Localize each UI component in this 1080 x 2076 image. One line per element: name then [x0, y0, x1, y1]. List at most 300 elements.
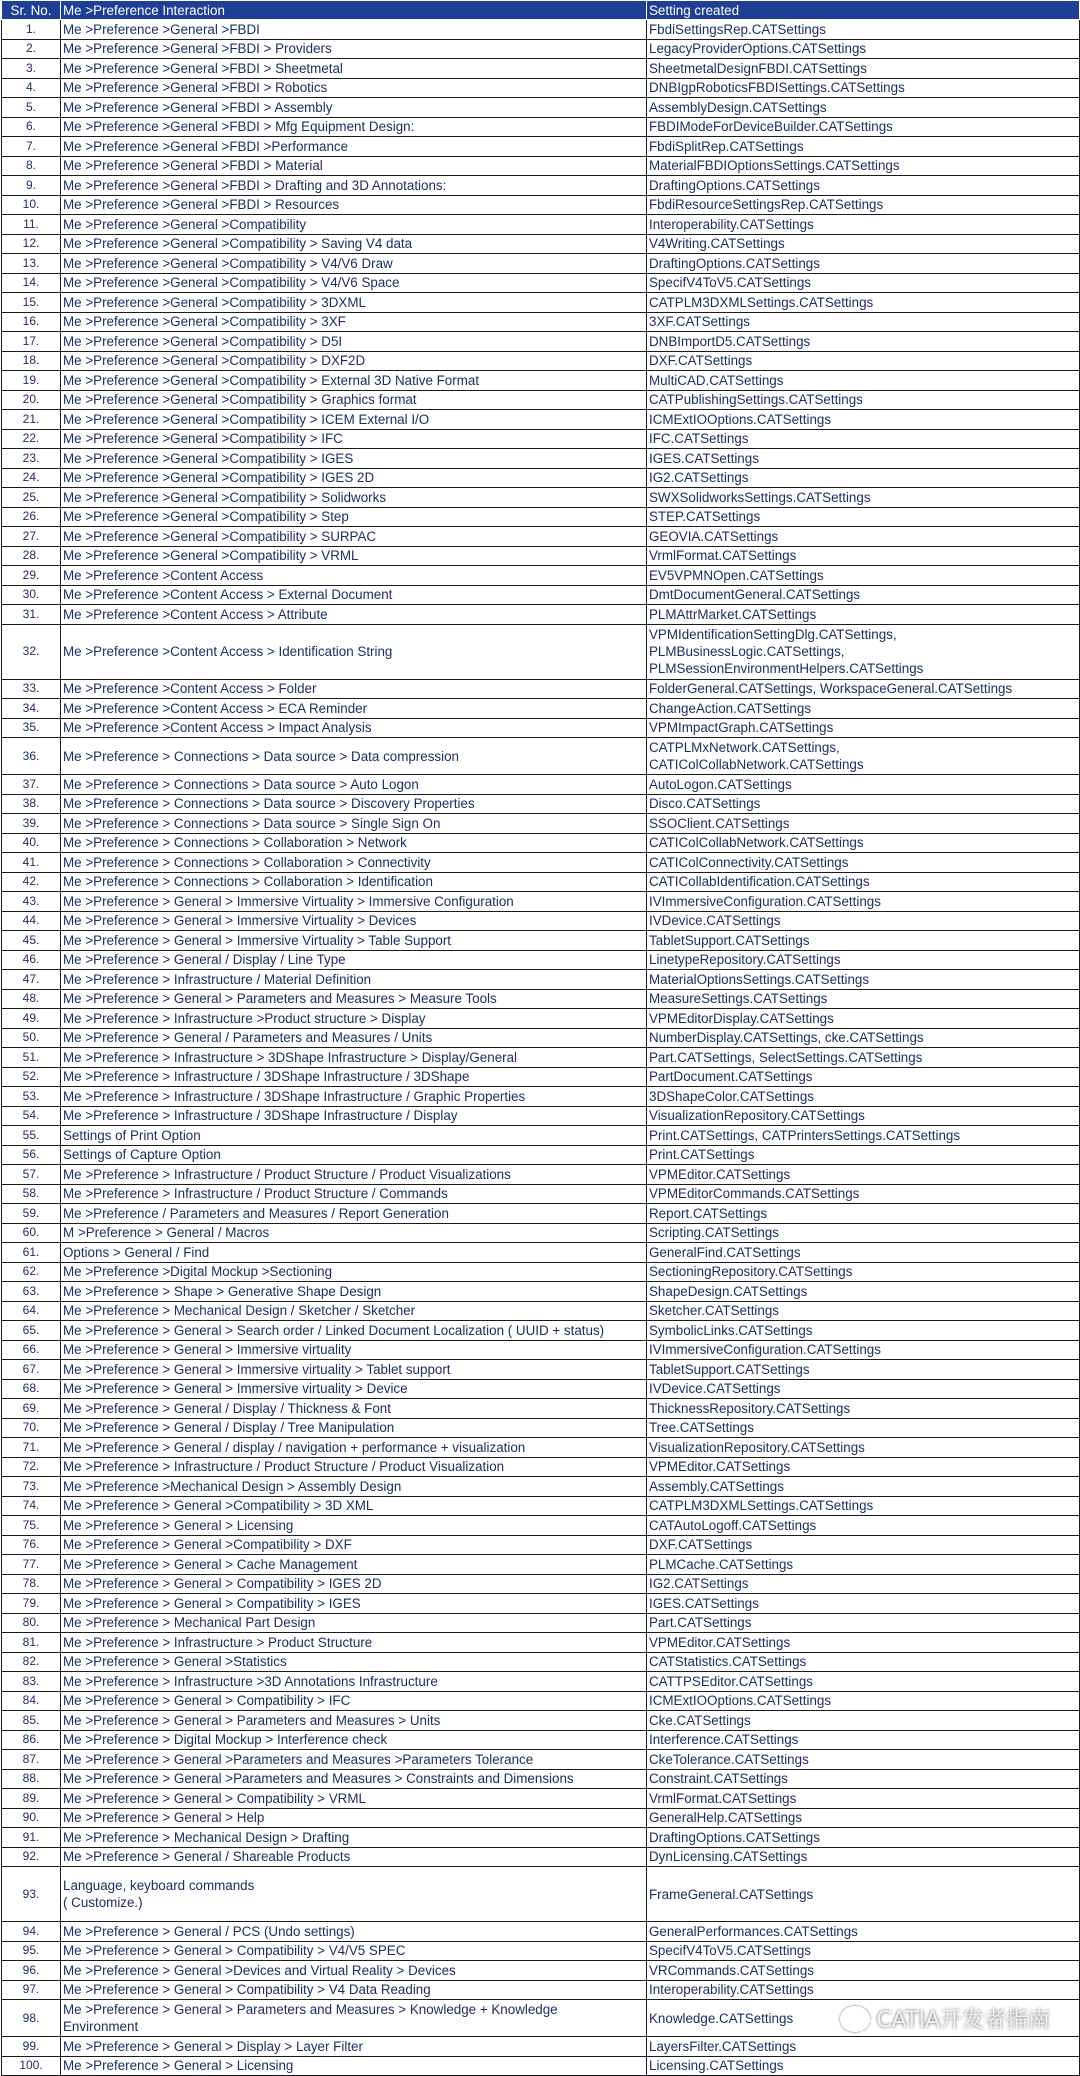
setting-created-cell: FrameGeneral.CATSettings: [647, 1867, 1080, 1922]
setting-created-cell: 3DShapeColor.CATSettings: [647, 1087, 1080, 1107]
table-row: [2, 1516, 1080, 1536]
table-row: [2, 775, 1080, 795]
setting-created-cell: DXF.CATSettings: [647, 1535, 1080, 1555]
table-row: [2, 1711, 1080, 1731]
table-row: [2, 293, 1080, 313]
setting-created-cell: IVDevice.CATSettings: [647, 911, 1080, 931]
sr-no-cell: 70.: [2, 1418, 61, 1438]
table-row: [2, 950, 1080, 970]
sr-no-cell: 46.: [2, 950, 61, 970]
table-row: [2, 468, 1080, 488]
sr-no-cell: 84.: [2, 1691, 61, 1711]
sr-no-cell: 19.: [2, 371, 61, 391]
table-row: [2, 254, 1080, 274]
table-row: [2, 1301, 1080, 1321]
interaction-cell: Me >Preference > General > Help: [61, 1808, 647, 1828]
interaction-cell: Me >Preference >General >FBDI > Mfg Equipment Design:: [61, 117, 647, 137]
table-row: [2, 1535, 1080, 1555]
interaction-cell: Me >Preference >General >FBDI > Sheetmetal: [61, 59, 647, 79]
sr-no-cell: 35.: [2, 718, 61, 738]
sr-no-cell: 37.: [2, 775, 61, 795]
sr-no-cell: 82.: [2, 1652, 61, 1672]
interaction-cell: Me >Preference > General > Compatibility > V4 Data Reading: [61, 1980, 647, 2000]
setting-created-cell: PLMAttrMarket.CATSettings: [647, 605, 1080, 625]
sr-no-cell: 76.: [2, 1535, 61, 1555]
interaction-cell: Me >Preference > Infrastructure >Product structure > Display: [61, 1009, 647, 1029]
interaction-cell: Me >Preference >General >FBDI > Material: [61, 156, 647, 176]
interaction-cell: Me >Preference >Content Access > ECA Reminder: [61, 699, 647, 719]
interaction-cell: Me >Preference >General >Compatibility > SURPAC: [61, 527, 647, 547]
sr-no-cell: 2.: [2, 39, 61, 59]
sr-no-cell: 33.: [2, 679, 61, 699]
interaction-cell: Settings of Print Option: [61, 1126, 647, 1146]
table-row: [2, 1048, 1080, 1068]
interaction-cell: Me >Preference > Infrastructure > 3DShape Infrastructure > Display/General: [61, 1048, 647, 1068]
sr-no-cell: 89.: [2, 1789, 61, 1809]
sr-no-cell: 80.: [2, 1613, 61, 1633]
sr-no-cell: 38.: [2, 794, 61, 814]
interaction-cell: Me >Preference > General > Compatibility > IGES 2D: [61, 1574, 647, 1594]
setting-created-cell: GEOVIA.CATSettings: [647, 527, 1080, 547]
interaction-cell: Me >Preference > Connections > Collaboration > Network: [61, 833, 647, 853]
sr-no-cell: 88.: [2, 1769, 61, 1789]
sr-no-cell: 92.: [2, 1847, 61, 1867]
sr-no-cell: 47.: [2, 970, 61, 990]
interaction-cell: Me >Preference > Infrastructure / 3DShape Infrastructure / Graphic Properties: [61, 1087, 647, 1107]
sr-no-cell: 17.: [2, 332, 61, 352]
header-row: [2, 1, 1080, 20]
setting-created-cell: GeneralFind.CATSettings: [647, 1243, 1080, 1263]
setting-created-cell: Tree.CATSettings: [647, 1418, 1080, 1438]
sr-no-cell: 60.: [2, 1223, 61, 1243]
setting-created-cell: Assembly.CATSettings: [647, 1477, 1080, 1497]
setting-created-cell: Constraint.CATSettings: [647, 1769, 1080, 1789]
interaction-cell: Me >Preference > General >Compatibility > 3D XML: [61, 1496, 647, 1516]
setting-created-cell: DmtDocumentGeneral.CATSettings: [647, 585, 1080, 605]
setting-created-cell: PLMCache.CATSettings: [647, 1555, 1080, 1575]
interaction-cell: Me >Preference > Infrastructure / Material Definition: [61, 970, 647, 990]
setting-created-cell: AssemblyDesign.CATSettings: [647, 98, 1080, 118]
setting-created-cell: DraftingOptions.CATSettings: [647, 1828, 1080, 1848]
sr-no-cell: 77.: [2, 1555, 61, 1575]
sr-no-cell: 94.: [2, 1922, 61, 1942]
table-row: [2, 1321, 1080, 1341]
setting-created-cell: IG2.CATSettings: [647, 468, 1080, 488]
setting-created-cell: CATIColCollabNetwork.CATSettings: [647, 833, 1080, 853]
table-body: [2, 20, 1080, 2076]
settings-table: [1, 0, 1080, 2076]
table-row: [2, 1789, 1080, 1809]
table-row: [2, 351, 1080, 371]
sr-no-cell: 86.: [2, 1730, 61, 1750]
sr-no-cell: 72.: [2, 1457, 61, 1477]
table-row: [2, 1340, 1080, 1360]
setting-created-cell: VPMEditorDisplay.CATSettings: [647, 1009, 1080, 1029]
table-row: [2, 1438, 1080, 1458]
sr-no-cell: 49.: [2, 1009, 61, 1029]
table-row: [2, 215, 1080, 235]
sr-no-cell: 21.: [2, 410, 61, 430]
interaction-cell: Me >Preference > Connections > Data source > Single Sign On: [61, 814, 647, 834]
setting-created-cell: CATTPSEditor.CATSettings: [647, 1672, 1080, 1692]
table-row: [2, 1691, 1080, 1711]
table-row: [2, 1126, 1080, 1146]
sr-no-cell: 78.: [2, 1574, 61, 1594]
setting-created-cell: FolderGeneral.CATSettings, WorkspaceGeneral.CATSettings: [647, 679, 1080, 699]
interaction-cell: Me >Preference > General >Parameters and Measures >Parameters Tolerance: [61, 1750, 647, 1770]
setting-created-cell: GeneralHelp.CATSettings: [647, 1808, 1080, 1828]
table-row: [2, 1633, 1080, 1653]
table-row: [2, 872, 1080, 892]
sr-no-cell: 42.: [2, 872, 61, 892]
sr-no-cell: 57.: [2, 1165, 61, 1185]
interaction-cell: Me >Preference >General >Compatibility > DXF2D: [61, 351, 647, 371]
setting-created-cell: CATAutoLogoff.CATSettings: [647, 1516, 1080, 1536]
interaction-cell: Language, keyboard commands ( Customize.): [61, 1867, 647, 1922]
interaction-cell: Me >Preference >General >Compatibility: [61, 215, 647, 235]
setting-created-cell: VPMEditor.CATSettings: [647, 1457, 1080, 1477]
sr-no-cell: 28.: [2, 546, 61, 566]
table-row: [2, 1282, 1080, 1302]
sr-no-cell: 62.: [2, 1262, 61, 1282]
setting-created-cell: Interoperability.CATSettings: [647, 215, 1080, 235]
interaction-cell: Me >Preference > General > Licensing: [61, 1516, 647, 1536]
sr-no-cell: 66.: [2, 1340, 61, 1360]
setting-created-cell: SymbolicLinks.CATSettings: [647, 1321, 1080, 1341]
table-row: [2, 410, 1080, 430]
sr-no-cell: 4.: [2, 78, 61, 98]
sr-no-cell: 48.: [2, 989, 61, 1009]
table-row: [2, 488, 1080, 508]
setting-created-cell: ICMExtIOOptions.CATSettings: [647, 410, 1080, 430]
interaction-cell: Me >Preference > Digital Mockup > Interference check: [61, 1730, 647, 1750]
table-row: [2, 1574, 1080, 1594]
table-row: [2, 234, 1080, 254]
table-row: [2, 156, 1080, 176]
interaction-cell: Me >Preference > Infrastructure / Product Structure / Product Visualizations: [61, 1165, 647, 1185]
table-row: [2, 1360, 1080, 1380]
sr-no-cell: 24.: [2, 468, 61, 488]
sr-no-cell: 98.: [2, 2000, 61, 2037]
header-sr-no: Sr. No.: [2, 1, 61, 20]
sr-no-cell: 31.: [2, 605, 61, 625]
setting-created-cell: DraftingOptions.CATSettings: [647, 176, 1080, 196]
sr-no-cell: 5.: [2, 98, 61, 118]
table-row: [2, 1399, 1080, 1419]
table-row: [2, 989, 1080, 1009]
setting-created-cell: CATStatistics.CATSettings: [647, 1652, 1080, 1672]
interaction-cell: Me >Preference >Content Access > Folder: [61, 679, 647, 699]
sr-no-cell: 63.: [2, 1282, 61, 1302]
setting-created-cell: Sketcher.CATSettings: [647, 1301, 1080, 1321]
sr-no-cell: 73.: [2, 1477, 61, 1497]
sr-no-cell: 39.: [2, 814, 61, 834]
interaction-cell: Me >Preference > General > Immersive Virtuality > Devices: [61, 911, 647, 931]
setting-created-cell: DNBImportD5.CATSettings: [647, 332, 1080, 352]
setting-created-cell: SectioningRepository.CATSettings: [647, 1262, 1080, 1282]
interaction-cell: Me >Preference > General >Compatibility > DXF: [61, 1535, 647, 1555]
table-row: [2, 1243, 1080, 1263]
table-row: [2, 1106, 1080, 1126]
sr-no-cell: 1.: [2, 20, 61, 40]
interaction-cell: Me >Preference >General >Compatibility > VRML: [61, 546, 647, 566]
table-row: [2, 566, 1080, 586]
interaction-cell: Me >Preference > General > Display > Layer Filter: [61, 2037, 647, 2057]
setting-created-cell: VisualizationRepository.CATSettings: [647, 1438, 1080, 1458]
interaction-cell: Me >Preference >General >Compatibility > IGES: [61, 449, 647, 469]
interaction-cell: Me >Preference > General > Search order / Linked Document Localization ( UUID + status): [61, 1321, 647, 1341]
table-row: [2, 1009, 1080, 1029]
interaction-cell: Me >Preference > Mechanical Part Design: [61, 1613, 647, 1633]
sr-no-cell: 23.: [2, 449, 61, 469]
interaction-cell: Me >Preference >General >Compatibility > Step: [61, 507, 647, 527]
interaction-cell: Me >Preference >Content Access > Attribute: [61, 605, 647, 625]
sr-no-cell: 58.: [2, 1184, 61, 1204]
sr-no-cell: 56.: [2, 1145, 61, 1165]
interaction-cell: Settings of Capture Option: [61, 1145, 647, 1165]
table-row: [2, 1496, 1080, 1516]
sr-no-cell: 11.: [2, 215, 61, 235]
sr-no-cell: 40.: [2, 833, 61, 853]
sr-no-cell: 9.: [2, 176, 61, 196]
table-row: [2, 624, 1080, 679]
table-row: [2, 679, 1080, 699]
interaction-cell: Me >Preference > General > Compatibility > V4/V5 SPEC: [61, 1941, 647, 1961]
setting-created-cell: VisualizationRepository.CATSettings: [647, 1106, 1080, 1126]
setting-created-cell: 3XF.CATSettings: [647, 312, 1080, 332]
setting-created-cell: CATPLM3DXMLSettings.CATSettings: [647, 1496, 1080, 1516]
setting-created-cell: IG2.CATSettings: [647, 1574, 1080, 1594]
setting-created-cell: ChangeAction.CATSettings: [647, 699, 1080, 719]
table-row: [2, 1750, 1080, 1770]
setting-created-cell: SSOClient.CATSettings: [647, 814, 1080, 834]
table-row: [2, 1145, 1080, 1165]
table-row: [2, 20, 1080, 40]
sr-no-cell: 65.: [2, 1321, 61, 1341]
interaction-cell: Me >Preference > Connections > Data source > Auto Logon: [61, 775, 647, 795]
setting-created-cell: CATPLM3DXMLSettings.CATSettings: [647, 293, 1080, 313]
setting-created-cell: SWXSolidworksSettings.CATSettings: [647, 488, 1080, 508]
sr-no-cell: 93.: [2, 1867, 61, 1922]
setting-created-cell: MeasureSettings.CATSettings: [647, 989, 1080, 1009]
setting-created-cell: IVDevice.CATSettings: [647, 1379, 1080, 1399]
table-row: [2, 1808, 1080, 1828]
table-row: [2, 738, 1080, 775]
interaction-cell: Me >Preference >General >FBDI: [61, 20, 647, 40]
sr-no-cell: 27.: [2, 527, 61, 547]
setting-created-cell: FbdiSettingsRep.CATSettings: [647, 20, 1080, 40]
interaction-cell: Me >Preference >General >FBDI > Robotics: [61, 78, 647, 98]
sr-no-cell: 44.: [2, 911, 61, 931]
interaction-cell: Me >Preference > General > Immersive Virtuality > Table Support: [61, 931, 647, 951]
interaction-cell: Me >Preference >General >Compatibility > V4/V6 Space: [61, 273, 647, 293]
interaction-cell: Me >Preference > Infrastructure / 3DShape Infrastructure / Display: [61, 1106, 647, 1126]
setting-created-cell: MaterialFBDIOptionsSettings.CATSettings: [647, 156, 1080, 176]
sr-no-cell: 26.: [2, 507, 61, 527]
interaction-cell: Me >Preference > Connections > Collaboration > Connectivity: [61, 853, 647, 873]
sr-no-cell: 18.: [2, 351, 61, 371]
interaction-cell: Me >Preference > General >Parameters and Measures > Constraints and Dimensions: [61, 1769, 647, 1789]
interaction-cell: Me >Preference >Mechanical Design > Assembly Design: [61, 1477, 647, 1497]
setting-created-cell: IGES.CATSettings: [647, 1594, 1080, 1614]
setting-created-cell: FbdiSplitRep.CATSettings: [647, 137, 1080, 157]
sr-no-cell: 97.: [2, 1980, 61, 2000]
table-row: [2, 449, 1080, 469]
interaction-cell: Me >Preference > Infrastructure / Product Structure / Commands: [61, 1184, 647, 1204]
setting-created-cell: VrmlFormat.CATSettings: [647, 1789, 1080, 1809]
setting-created-cell: CATPLMxNetwork.CATSettings, CATIColCollabNetwork.CATSettings: [647, 738, 1080, 775]
table-row: [2, 833, 1080, 853]
sr-no-cell: 61.: [2, 1243, 61, 1263]
table-row: [2, 814, 1080, 834]
setting-created-cell: AutoLogon.CATSettings: [647, 775, 1080, 795]
interaction-cell: Me >Preference >Content Access > Impact Analysis: [61, 718, 647, 738]
interaction-cell: Me >Preference >General >FBDI > Drafting and 3D Annotations:: [61, 176, 647, 196]
header-setting-created: Setting created: [647, 1, 1080, 20]
setting-created-cell: SheetmetalDesignFBDI.CATSettings: [647, 59, 1080, 79]
interaction-cell: Me >Preference > General > Cache Management: [61, 1555, 647, 1575]
table-row: [2, 853, 1080, 873]
sr-no-cell: 30.: [2, 585, 61, 605]
table-row: [2, 1223, 1080, 1243]
setting-created-cell: VPMEditor.CATSettings: [647, 1165, 1080, 1185]
sr-no-cell: 41.: [2, 853, 61, 873]
setting-created-cell: GeneralPerformances.CATSettings: [647, 1922, 1080, 1942]
table-row: [2, 312, 1080, 332]
table-row: [2, 527, 1080, 547]
table-row: [2, 970, 1080, 990]
setting-created-cell: VrmlFormat.CATSettings: [647, 546, 1080, 566]
interaction-cell: Me >Preference > Infrastructure >3D Annotations Infrastructure: [61, 1672, 647, 1692]
interaction-cell: Me >Preference >General >Compatibility > External 3D Native Format: [61, 371, 647, 391]
interaction-cell: Me >Preference >General >FBDI > Resources: [61, 195, 647, 215]
table-row: [2, 137, 1080, 157]
setting-created-cell: STEP.CATSettings: [647, 507, 1080, 527]
table-row: [2, 59, 1080, 79]
table-row: [2, 1922, 1080, 1942]
interaction-cell: Me >Preference > General >Devices and Virtual Reality > Devices: [61, 1961, 647, 1981]
table-row: [2, 1204, 1080, 1224]
setting-created-cell: IGES.CATSettings: [647, 449, 1080, 469]
table-row: [2, 332, 1080, 352]
sr-no-cell: 29.: [2, 566, 61, 586]
table-row: [2, 117, 1080, 137]
interaction-cell: Me >Preference > General / display / navigation + performance + visualization: [61, 1438, 647, 1458]
table-row: [2, 892, 1080, 912]
interaction-cell: Me >Preference > General / Parameters and Measures / Units: [61, 1028, 647, 1048]
setting-created-cell: Cke.CATSettings: [647, 1711, 1080, 1731]
interaction-cell: Options > General / Find: [61, 1243, 647, 1263]
sr-no-cell: 75.: [2, 1516, 61, 1536]
interaction-cell: M >Preference > General / Macros: [61, 1223, 647, 1243]
sr-no-cell: 20.: [2, 390, 61, 410]
setting-created-cell: Print.CATSettings, CATPrintersSettings.CATSettings: [647, 1126, 1080, 1146]
setting-created-cell: LegacyProviderOptions.CATSettings: [647, 39, 1080, 59]
table-row: [2, 1769, 1080, 1789]
table-row: [2, 1087, 1080, 1107]
table-row: [2, 585, 1080, 605]
table-row: [2, 1165, 1080, 1185]
setting-created-cell: LinetypeRepository.CATSettings: [647, 950, 1080, 970]
setting-created-cell: FBDIModeForDeviceBuilder.CATSettings: [647, 117, 1080, 137]
interaction-cell: Me >Preference >General >Compatibility > 3DXML: [61, 293, 647, 313]
setting-created-cell: V4Writing.CATSettings: [647, 234, 1080, 254]
setting-created-cell: ThicknessRepository.CATSettings: [647, 1399, 1080, 1419]
setting-created-cell: CkeTolerance.CATSettings: [647, 1750, 1080, 1770]
interaction-cell: Me >Preference > General > Compatibility > IFC: [61, 1691, 647, 1711]
setting-created-cell: TabletSupport.CATSettings: [647, 931, 1080, 951]
table-row: [2, 2037, 1080, 2057]
table-row: [2, 429, 1080, 449]
table-row: [2, 605, 1080, 625]
sr-no-cell: 8.: [2, 156, 61, 176]
setting-created-cell: Disco.CATSettings: [647, 794, 1080, 814]
interaction-cell: Me >Preference > Mechanical Design > Drafting: [61, 1828, 647, 1848]
sr-no-cell: 100.: [2, 2056, 61, 2076]
sr-no-cell: 55.: [2, 1126, 61, 1146]
table-row: [2, 546, 1080, 566]
sr-no-cell: 13.: [2, 254, 61, 274]
interaction-cell: Me >Preference >General >Compatibility > V4/V6 Draw: [61, 254, 647, 274]
interaction-cell: Me >Preference >General >Compatibility > 3XF: [61, 312, 647, 332]
setting-created-cell: VPMIdentificationSettingDlg.CATSettings, PLMBusinessLogic.CATSettings, PLMSessionEnvironmentHelpers.CATSettings: [647, 624, 1080, 679]
table-row: [2, 718, 1080, 738]
sr-no-cell: 79.: [2, 1594, 61, 1614]
interaction-cell: Me >Preference > General / Display / Thickness & Font: [61, 1399, 647, 1419]
interaction-cell: Me >Preference >General >Compatibility > IGES 2D: [61, 468, 647, 488]
sr-no-cell: 59.: [2, 1204, 61, 1224]
interaction-cell: Me >Preference >General >Compatibility > ICEM External I/O: [61, 410, 647, 430]
header-interaction: Me >Preference Interaction: [61, 1, 647, 20]
interaction-cell: Me >Preference > Infrastructure / Product Structure / Product Visualization: [61, 1457, 647, 1477]
interaction-cell: Me >Preference >Content Access > Identification String: [61, 624, 647, 679]
interaction-cell: Me >Preference > General / Shareable Products: [61, 1847, 647, 1867]
interaction-cell: Me >Preference > General > Compatibility > VRML: [61, 1789, 647, 1809]
table-row: [2, 390, 1080, 410]
interaction-cell: Me >Preference >General >Compatibility > Graphics format: [61, 390, 647, 410]
table-row: [2, 1457, 1080, 1477]
table-row: [2, 176, 1080, 196]
setting-created-cell: ShapeDesign.CATSettings: [647, 1282, 1080, 1302]
setting-created-cell: EV5VPMNOpen.CATSettings: [647, 566, 1080, 586]
table-row: [2, 1418, 1080, 1438]
interaction-cell: Me >Preference > Connections > Data source > Data compression: [61, 738, 647, 775]
setting-created-cell: VPMImpactGraph.CATSettings: [647, 718, 1080, 738]
table-row: [2, 273, 1080, 293]
sr-no-cell: 34.: [2, 699, 61, 719]
table-row: [2, 2000, 1080, 2037]
setting-created-cell: IFC.CATSettings: [647, 429, 1080, 449]
sr-no-cell: 74.: [2, 1496, 61, 1516]
table-row: [2, 1613, 1080, 1633]
table-row: [2, 1262, 1080, 1282]
sr-no-cell: 43.: [2, 892, 61, 912]
interaction-cell: Me >Preference > General > Immersive virtuality: [61, 1340, 647, 1360]
setting-created-cell: VRCommands.CATSettings: [647, 1961, 1080, 1981]
setting-created-cell: CATICollabIdentification.CATSettings: [647, 872, 1080, 892]
sr-no-cell: 51.: [2, 1048, 61, 1068]
setting-created-cell: Part.CATSettings: [647, 1613, 1080, 1633]
setting-created-cell: IVImmersiveConfiguration.CATSettings: [647, 1340, 1080, 1360]
sr-no-cell: 91.: [2, 1828, 61, 1848]
sr-no-cell: 45.: [2, 931, 61, 951]
setting-created-cell: SpecifV4ToV5.CATSettings: [647, 273, 1080, 293]
setting-created-cell: Part.CATSettings, SelectSettings.CATSettings: [647, 1048, 1080, 1068]
table-row: [2, 1594, 1080, 1614]
setting-created-cell: LayersFilter.CATSettings: [647, 2037, 1080, 2057]
interaction-cell: Me >Preference > General / Display / Tree Manipulation: [61, 1418, 647, 1438]
setting-created-cell: SpecifV4ToV5.CATSettings: [647, 1941, 1080, 1961]
